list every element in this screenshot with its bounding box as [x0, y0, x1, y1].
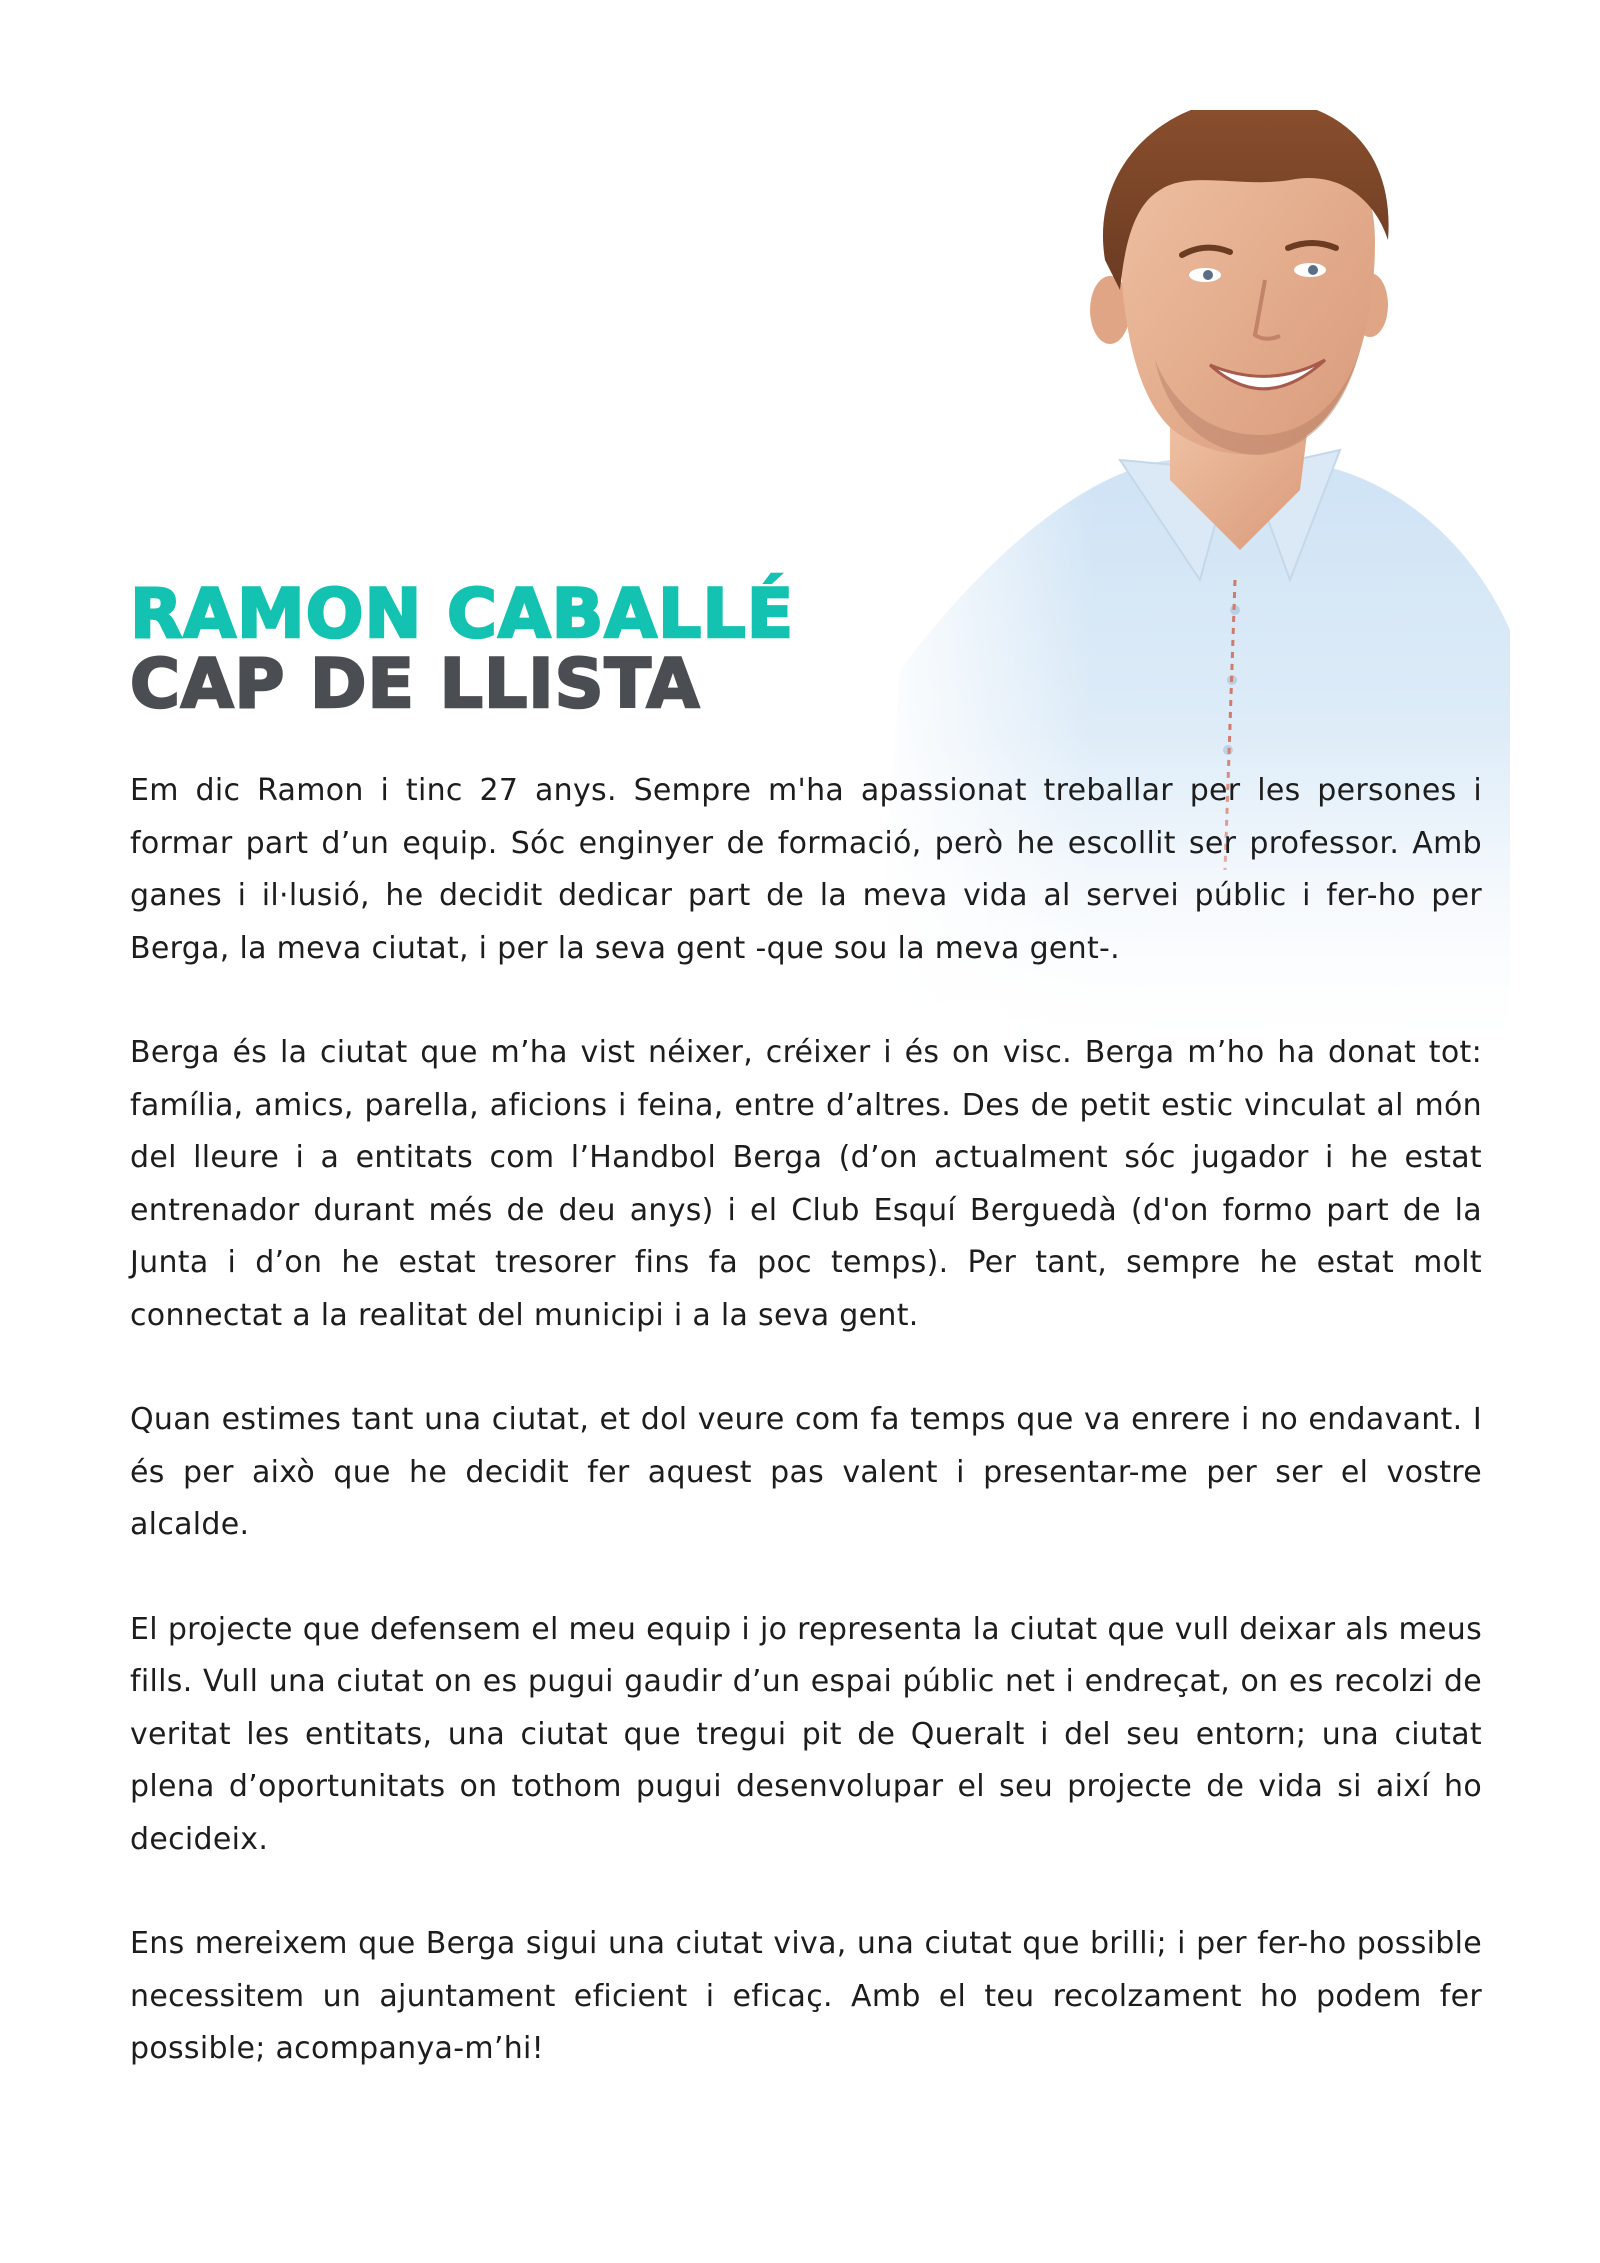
biography [130, 765, 1482, 2128]
candidate-name: RAMON CABALLÉ [130, 575, 795, 654]
page-title [130, 575, 795, 724]
paragraph: Ens mereixem que Berga sigui una ciutat viva, una ciutat que brilli; i per fer-ho possible necessitem un ajuntament eficient i eficaç. Amb el teu recolzament ho podem fer possible; acompanya-m’hi! [130, 1926, 1482, 2066]
paragraph: Em dic Ramon i tinc 27 anys. Sempre m'ha apassionat treballar per les persones i formar part d’un equip. Sóc enginyer de formació, però he escollit ser professor. Amb ganes i il·lusió, he decidit dedicar part de la meva vida al servei públic i fer-ho per Berga, la meva ciutat, i per la seva gent -que sou la meva gent-. [130, 773, 1482, 966]
paragraph: Quan estimes tant una ciutat, et dol veure com fa temps que va enrere i no endavant. I és per això que he decidit fer aquest pas valent i presentar-me per ser el vostre alcalde. [130, 1402, 1482, 1542]
candidate-role: CAP DE LLISTA [130, 645, 701, 724]
paragraph: Berga és la ciutat que m’ha vist néixer, créixer i és on visc. Berga m’ho ha donat tot: família, amics, parella, aficions i feina, entre d’altres. Des de petit estic vinculat al món del lleure i a entitats com l’Handbol Berga (d’on actualment sóc jugador i he estat entrenador durant més de deu anys) i el Club Esquí Berguedà (d'on formo part de la Junta i d’on he estat tresorer fins fa poc temps). Per tant, sempre he estat molt connectat a la realitat del municipi i a la seva gent. [130, 1035, 1482, 1333]
paragraph: El projecte que defensem el meu equip i jo representa la ciutat que vull deixar als meus fills. Vull una ciutat on es pugui gaudir d’un espai públic net i endreçat, on es recolzi de veritat les entitats, una ciutat que tregui pit de Queralt i del seu entorn; una ciutat plena d’oportunitats on tothom pugui desenvolupar el seu projecte de vida si així ho decideix. [130, 1611, 1482, 1857]
